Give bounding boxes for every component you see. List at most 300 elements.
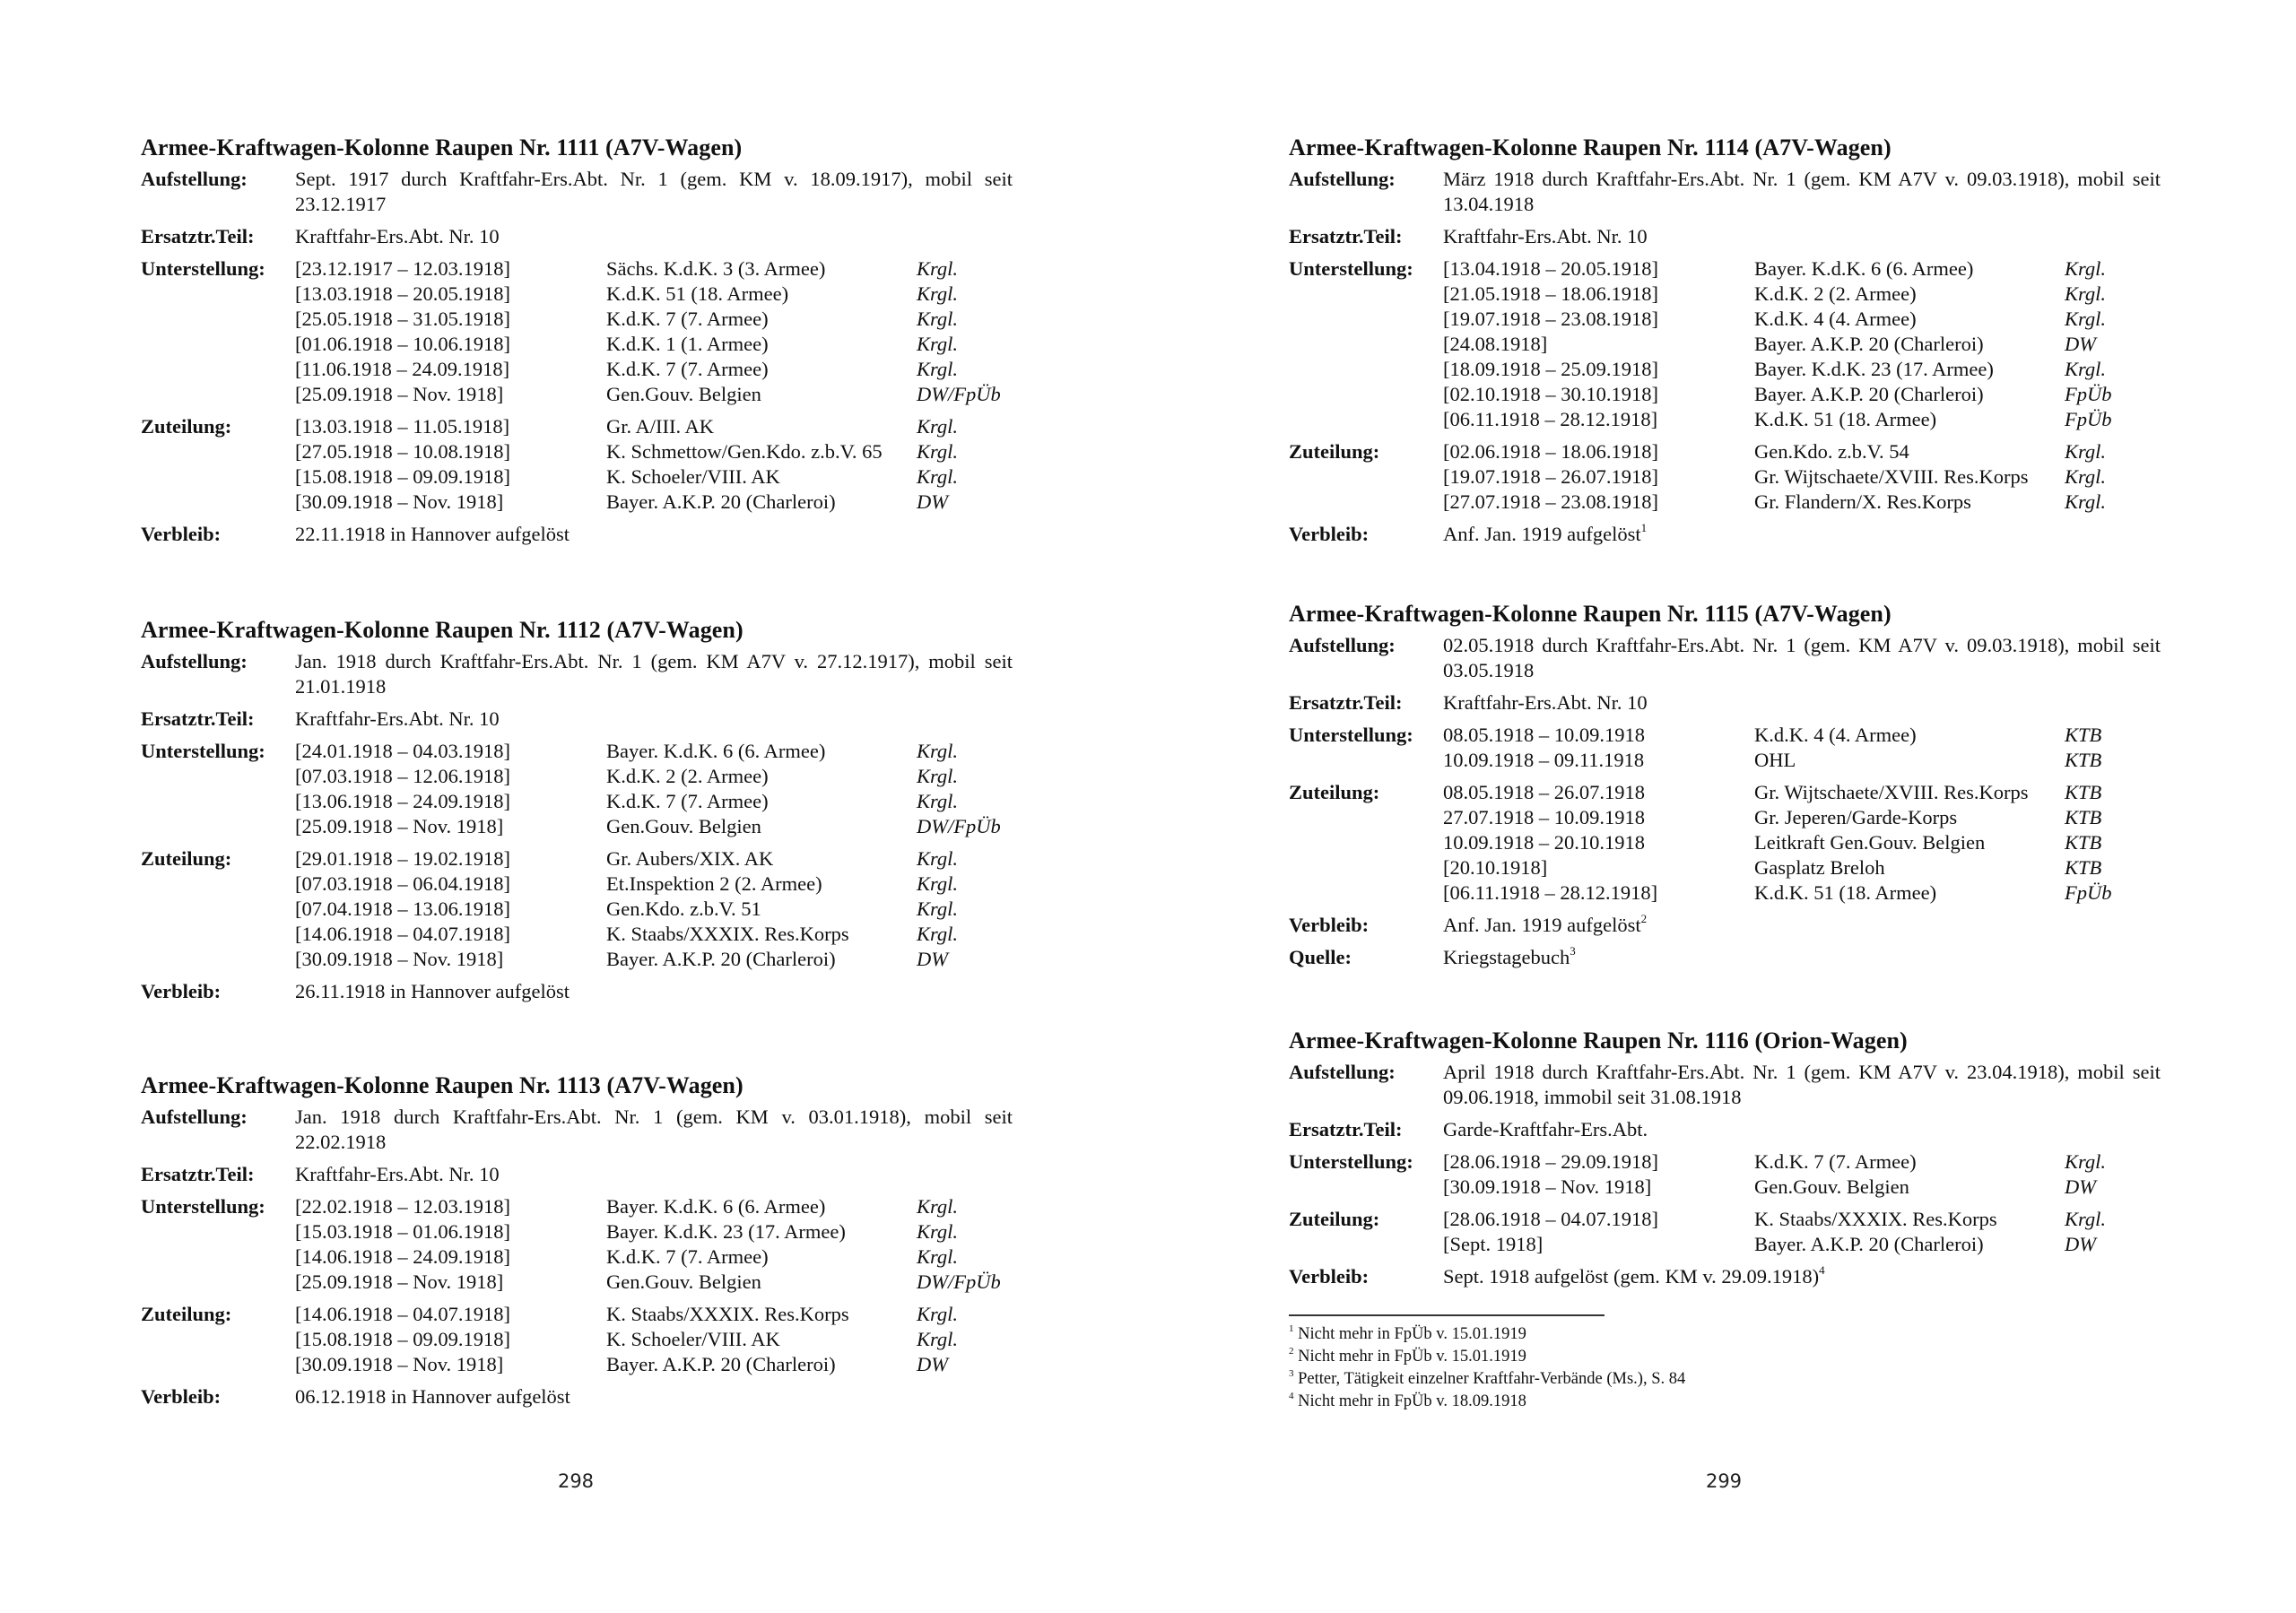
table-row — [295, 490, 1013, 515]
table-row — [295, 897, 1013, 922]
table-row — [295, 439, 1013, 464]
table-row — [295, 1352, 1013, 1377]
date-range: [14.06.1918 – 24.09.1918] — [295, 1245, 510, 1268]
table-zuteilung — [295, 414, 1013, 515]
date-range: [25.09.1918 – Nov. 1918] — [295, 383, 504, 405]
field-label: Zuteilung: — [1289, 781, 1380, 803]
source: Krgl. — [917, 415, 959, 438]
date-range: [24.08.1918] — [1443, 333, 1548, 355]
entry-1113 — [141, 1072, 1013, 1417]
entry-title: Armee-Kraftwagen-Kolonne Raupen Nr. 1114 (A7V-Wagen) — [1289, 134, 1892, 160]
unit: K.d.K. 1 (1. Armee) — [606, 333, 769, 355]
field-label: Unterstellung: — [141, 1195, 265, 1218]
table-row — [1443, 830, 2161, 855]
source: Krgl. — [917, 282, 959, 305]
entry-title: Armee-Kraftwagen-Kolonne Raupen Nr. 1113 (A7V-Wagen) — [141, 1072, 744, 1098]
unit: Et.Inspektion 2 (2. Armee) — [606, 872, 822, 895]
date-range: [13.03.1918 – 11.05.1918] — [295, 415, 510, 438]
field-value — [1443, 1264, 2161, 1289]
unit: Gasplatz Breloh — [1754, 856, 1885, 879]
date-range: [15.03.1918 – 01.06.1918] — [295, 1220, 510, 1243]
source: DW — [2065, 1175, 2096, 1198]
table-row — [295, 947, 1013, 972]
field-unterstellung — [141, 1194, 1013, 1295]
source: Krgl. — [2065, 257, 2107, 280]
field-label: Aufstellung: — [141, 168, 248, 190]
source: Krgl. — [2065, 282, 2107, 305]
unit: Gr. Jeperen/Garde-Korps — [1754, 806, 1958, 828]
table-row — [295, 739, 1013, 764]
table-row — [295, 1244, 1013, 1270]
unit: Bayer. K.d.K. 6 (6. Armee) — [606, 1195, 826, 1218]
source: DW — [917, 948, 948, 970]
unit: K.d.K. 7 (7. Armee) — [606, 790, 769, 812]
table-row — [295, 282, 1013, 307]
unit: Leitkraft Gen.Gouv. Belgien — [1754, 831, 1986, 854]
field-value: Jan. 1918 durch Kraftfahr-Ers.Abt. Nr. 1 (gem. KM v. 03.01.1918), mobil seit 22.02.1918 — [295, 1106, 1013, 1153]
footnote-ref[interactable]: 4 — [1819, 1262, 1825, 1277]
source: Krgl. — [2065, 490, 2107, 513]
unit: Gr. Flandern/X. Res.Korps — [1754, 490, 1971, 513]
entry-1115 — [1289, 601, 2161, 977]
field-verbleib — [1289, 522, 2161, 547]
field-label: Aufstellung: — [1289, 634, 1396, 656]
source: Krgl. — [917, 440, 959, 463]
footnote-number: 2 — [1289, 1345, 1294, 1357]
field-label: Aufstellung: — [141, 650, 248, 672]
unit: Bayer. A.K.P. 20 (Charleroi) — [606, 948, 836, 970]
field-value — [1443, 945, 2161, 970]
table-unterstellung — [295, 256, 1013, 407]
table-zuteilung — [295, 1302, 1013, 1377]
unit: K. Staabs/XXXIX. Res.Korps — [606, 1303, 849, 1325]
source: Krgl. — [917, 847, 959, 870]
table-row — [1443, 855, 2161, 880]
table-row — [295, 1219, 1013, 1244]
source: Krgl. — [917, 1328, 959, 1350]
table-unterstellung — [1443, 256, 2161, 432]
source: DW — [917, 1353, 948, 1375]
entry-1112 — [141, 617, 1013, 1011]
table-unterstellung — [1443, 1149, 2161, 1200]
date-range: [06.11.1918 – 28.12.1918] — [1443, 881, 1658, 904]
page-299 — [1289, 0, 2161, 1613]
unit: Bayer. K.d.K. 6 (6. Armee) — [1754, 257, 1974, 280]
date-range: [22.02.1918 – 12.03.1918] — [295, 1195, 510, 1218]
table-unterstellung — [295, 739, 1013, 839]
field-ersatz — [1289, 224, 2161, 249]
entry-1111 — [141, 134, 1013, 554]
field-aufstellung — [141, 649, 1013, 699]
date-range: [13.06.1918 – 24.09.1918] — [295, 790, 510, 812]
unit: K.d.K. 7 (7. Armee) — [1754, 1150, 1917, 1173]
field-verbleib — [1289, 1264, 2161, 1289]
field-ersatz — [141, 707, 1013, 732]
footnote-text: Nicht mehr in FpÜb v. 15.01.1919 — [1298, 1325, 1526, 1343]
entry-title: Armee-Kraftwagen-Kolonne Raupen Nr. 1116 (Orion-Wagen) — [1289, 1028, 1908, 1054]
source: FpÜb — [2065, 881, 2112, 904]
field-aufstellung — [141, 1105, 1013, 1155]
field-label: Verbleib: — [141, 1385, 222, 1408]
date-range: [30.09.1918 – Nov. 1918] — [295, 1353, 504, 1375]
field-label: Ersatztr.Teil: — [1289, 691, 1403, 714]
field-zuteilung — [141, 846, 1013, 972]
footnote-ref[interactable]: 2 — [1640, 911, 1648, 925]
field-label: Unterstellung: — [141, 257, 265, 280]
source: Krgl. — [917, 923, 959, 945]
unit: Gen.Gouv. Belgien — [606, 383, 761, 405]
date-range: [13.04.1918 – 20.05.1918] — [1443, 257, 1658, 280]
table-zuteilung — [295, 846, 1013, 972]
source: Krgl. — [917, 1220, 959, 1243]
field-unterstellung — [1289, 1149, 2161, 1200]
table-row — [295, 464, 1013, 490]
field-label: Zuteilung: — [141, 1303, 232, 1325]
source: Krgl. — [917, 1303, 959, 1325]
footnote-2 — [1289, 1346, 1685, 1368]
source: KTB — [2065, 806, 2102, 828]
field-label: Unterstellung: — [1289, 724, 1413, 746]
date-range: [06.11.1918 – 28.12.1918] — [1443, 408, 1658, 430]
date-range: [24.01.1918 – 04.03.1918] — [295, 740, 510, 762]
date-range: [27.05.1918 – 10.08.1918] — [295, 440, 510, 463]
date-range: [07.03.1918 – 06.04.1918] — [295, 872, 510, 895]
unit: Gen.Gouv. Belgien — [606, 1270, 761, 1293]
field-label: Zuteilung: — [1289, 1208, 1380, 1230]
field-value — [1443, 913, 2161, 938]
table-row — [1443, 880, 2161, 906]
unit: K.d.K. 7 (7. Armee) — [606, 358, 769, 380]
date-range: [27.07.1918 – 23.08.1918] — [1443, 490, 1658, 513]
table-row — [295, 922, 1013, 947]
source: KTB — [2065, 724, 2102, 746]
table-row — [1443, 1175, 2161, 1200]
unit: Bayer. A.K.P. 20 (Charleroi) — [1754, 383, 1984, 405]
field-unterstellung — [1289, 256, 2161, 432]
field-label: Verbleib: — [1289, 1265, 1370, 1288]
field-zuteilung — [1289, 439, 2161, 515]
source: Krgl. — [917, 1195, 959, 1218]
date-range: [21.05.1918 – 18.06.1918] — [1443, 282, 1658, 305]
unit: Bayer. K.d.K. 6 (6. Armee) — [606, 740, 826, 762]
field-unterstellung — [141, 256, 1013, 407]
date-range: [30.09.1918 – Nov. 1918] — [1443, 1175, 1652, 1198]
table-row — [1443, 439, 2161, 464]
source: DW — [917, 490, 948, 513]
verbleib-text: Sept. 1918 aufgelöst (gem. KM v. 29.09.1918) — [1443, 1265, 1820, 1288]
field-label: Quelle: — [1289, 946, 1352, 968]
source: Krgl. — [2065, 440, 2107, 463]
date-range: [23.12.1917 – 12.03.1918] — [295, 257, 510, 280]
source: Krgl. — [917, 465, 959, 488]
entry-1116 — [1289, 1028, 2161, 1296]
field-label: Zuteilung: — [141, 847, 232, 870]
page-298 — [141, 0, 1013, 1613]
field-label: Ersatztr.Teil: — [141, 1163, 255, 1185]
unit: K. Staabs/XXXIX. Res.Korps — [606, 923, 849, 945]
footnote-ref[interactable]: 3 — [1570, 943, 1576, 958]
date-range: [25.09.1918 – Nov. 1918] — [295, 815, 504, 837]
field-value: Kraftfahr-Ers.Abt. Nr. 10 — [1443, 225, 1648, 247]
field-zuteilung — [1289, 780, 2161, 906]
date-range: [Sept. 1918] — [1443, 1233, 1544, 1255]
date-range: [14.06.1918 – 04.07.1918] — [295, 1303, 510, 1325]
source: Krgl. — [917, 765, 959, 787]
table-row — [295, 1302, 1013, 1327]
field-ersatz — [1289, 1117, 2161, 1142]
field-value: 02.05.1918 durch Kraftfahr-Ers.Abt. Nr. 1 (gem. KM A7V v. 09.03.1918), mobil seit 03.05.1918 — [1443, 634, 2161, 681]
field-label: Verbleib: — [141, 980, 222, 1002]
footnotes — [1289, 1323, 1685, 1413]
source: Krgl. — [917, 740, 959, 762]
field-label: Unterstellung: — [1289, 1150, 1413, 1173]
date-range: [20.10.1918] — [1443, 856, 1548, 879]
table-zuteilung — [1443, 780, 2161, 906]
field-value: 22.11.1918 in Hannover aufgelöst — [295, 523, 570, 545]
unit: Bayer. A.K.P. 20 (Charleroi) — [606, 1353, 836, 1375]
table-row — [1443, 805, 2161, 830]
date-range: 27.07.1918 – 10.09.1918 — [1443, 806, 1645, 828]
entry-1114 — [1289, 134, 2161, 554]
source: DW/FpÜb — [917, 1270, 1001, 1293]
date-range: [01.06.1918 – 10.06.1918] — [295, 333, 510, 355]
source: Krgl. — [917, 898, 959, 920]
source: Krgl. — [2065, 1208, 2107, 1230]
table-row — [1443, 382, 2161, 407]
date-range: [07.04.1918 – 13.06.1918] — [295, 898, 510, 920]
source: Krgl. — [917, 1245, 959, 1268]
field-quelle — [1289, 945, 2161, 970]
unit: Gen.Kdo. z.b.V. 54 — [1754, 440, 1909, 463]
date-range: [15.08.1918 – 09.09.1918] — [295, 1328, 510, 1350]
field-label: Ersatztr.Teil: — [141, 225, 255, 247]
table-row — [1443, 282, 2161, 307]
field-label: Aufstellung: — [1289, 168, 1396, 190]
source: Krgl. — [2065, 358, 2107, 380]
source: Krgl. — [2065, 465, 2107, 488]
date-range: [18.09.1918 – 25.09.1918] — [1443, 358, 1658, 380]
table-row — [1443, 1232, 2161, 1257]
field-aufstellung — [141, 167, 1013, 217]
table-row — [295, 789, 1013, 814]
footnote-number: 4 — [1289, 1390, 1294, 1401]
unit: Bayer. A.K.P. 20 (Charleroi) — [1754, 1233, 1984, 1255]
source: Krgl. — [917, 333, 959, 355]
field-ersatz — [1289, 690, 2161, 715]
field-value: Kraftfahr-Ers.Abt. Nr. 10 — [295, 1163, 500, 1185]
verbleib-text: Anf. Jan. 1919 aufgelöst — [1443, 914, 1641, 936]
field-label: Zuteilung: — [1289, 440, 1380, 463]
unit: K. Schoeler/VIII. AK — [606, 465, 780, 488]
entry-title: Armee-Kraftwagen-Kolonne Raupen Nr. 1111 (A7V-Wagen) — [141, 134, 743, 160]
field-label: Verbleib: — [1289, 523, 1370, 545]
entry-title: Armee-Kraftwagen-Kolonne Raupen Nr. 1112 (A7V-Wagen) — [141, 617, 744, 643]
field-unterstellung — [141, 739, 1013, 839]
quelle-text: Kriegstagebuch — [1443, 946, 1570, 968]
date-range: [02.10.1918 – 30.10.1918] — [1443, 383, 1658, 405]
footnote-number: 1 — [1289, 1322, 1294, 1334]
page-number-right: 299 — [1705, 1470, 1743, 1492]
source: Krgl. — [917, 790, 959, 812]
table-row — [1443, 723, 2161, 748]
field-label: Ersatztr.Teil: — [1289, 1118, 1403, 1140]
source: KTB — [2065, 781, 2102, 803]
source: KTB — [2065, 749, 2102, 771]
field-ersatz — [141, 224, 1013, 249]
field-aufstellung — [1289, 633, 2161, 683]
field-label: Aufstellung: — [141, 1106, 248, 1128]
unit: Gen.Gouv. Belgien — [606, 815, 761, 837]
source: FpÜb — [2065, 383, 2112, 405]
table-row — [1443, 780, 2161, 805]
field-value: Sept. 1917 durch Kraftfahr-Ers.Abt. Nr. 1 (gem. KM v. 18.09.1917), mobil seit 23.12.1917 — [295, 168, 1013, 215]
field-label: Unterstellung: — [141, 740, 265, 762]
date-range: [25.05.1918 – 31.05.1918] — [295, 308, 510, 330]
table-unterstellung — [1443, 723, 2161, 773]
date-range: [02.06.1918 – 18.06.1918] — [1443, 440, 1658, 463]
table-row — [295, 1327, 1013, 1352]
table-row — [295, 414, 1013, 439]
source: Krgl. — [917, 358, 959, 380]
field-zuteilung — [141, 414, 1013, 515]
footnote-divider — [1289, 1314, 1605, 1316]
source: DW/FpÜb — [917, 383, 1001, 405]
table-zuteilung — [1443, 439, 2161, 515]
date-range: [07.03.1918 – 12.06.1918] — [295, 765, 510, 787]
table-row — [1443, 307, 2161, 332]
field-verbleib — [141, 1384, 1013, 1409]
date-range: 08.05.1918 – 26.07.1918 — [1443, 781, 1645, 803]
footnote-text: Nicht mehr in FpÜb v. 18.09.1918 — [1298, 1392, 1526, 1410]
source: FpÜb — [2065, 408, 2112, 430]
field-value — [1443, 522, 2161, 547]
field-value: März 1918 durch Kraftfahr-Ers.Abt. Nr. 1 (gem. KM A7V v. 09.03.1918), mobil seit 13.04.1918 — [1443, 168, 2161, 215]
unit: Gr. Aubers/XIX. AK — [606, 847, 774, 870]
field-label: Ersatztr.Teil: — [1289, 225, 1403, 247]
unit: K.d.K. 4 (4. Armee) — [1754, 724, 1917, 746]
date-range: [28.06.1918 – 04.07.1918] — [1443, 1208, 1658, 1230]
unit: K. Schmettow/Gen.Kdo. z.b.V. 65 — [606, 440, 883, 463]
unit: Bayer. K.d.K. 23 (17. Armee) — [1754, 358, 1994, 380]
unit: Sächs. K.d.K. 3 (3. Armee) — [606, 257, 826, 280]
table-row — [295, 332, 1013, 357]
table-row — [295, 872, 1013, 897]
date-range: [11.06.1918 – 24.09.1918] — [295, 358, 510, 380]
field-aufstellung — [1289, 1060, 2161, 1110]
field-label: Verbleib: — [141, 523, 222, 545]
unit: K.d.K. 7 (7. Armee) — [606, 1245, 769, 1268]
footnote-ref[interactable]: 1 — [1640, 520, 1648, 534]
verbleib-text: Anf. Jan. 1919 aufgelöst — [1443, 523, 1641, 545]
entry-title: Armee-Kraftwagen-Kolonne Raupen Nr. 1115 (A7V-Wagen) — [1289, 601, 1892, 627]
table-row — [1443, 464, 2161, 490]
table-row — [295, 357, 1013, 382]
table-row — [1443, 407, 2161, 432]
source: Krgl. — [917, 257, 959, 280]
field-unterstellung — [1289, 723, 2161, 773]
table-row — [295, 307, 1013, 332]
date-range: [30.09.1918 – Nov. 1918] — [295, 948, 504, 970]
footnote-1 — [1289, 1323, 1685, 1346]
table-row — [1443, 490, 2161, 515]
date-range: 10.09.1918 – 09.11.1918 — [1443, 749, 1645, 771]
source: Krgl. — [2065, 308, 2107, 330]
field-value: Garde-Kraftfahr-Ers.Abt. — [1443, 1118, 1648, 1140]
date-range: [28.06.1918 – 29.09.1918] — [1443, 1150, 1658, 1173]
table-row — [295, 814, 1013, 839]
field-label: Verbleib: — [1289, 914, 1370, 936]
page-number-left: 298 — [557, 1470, 595, 1492]
table-row — [295, 764, 1013, 789]
date-range: [19.07.1918 – 23.08.1918] — [1443, 308, 1658, 330]
source: Krgl. — [917, 872, 959, 895]
unit: K. Schoeler/VIII. AK — [606, 1328, 780, 1350]
unit: K.d.K. 4 (4. Armee) — [1754, 308, 1917, 330]
unit: Gen.Kdo. z.b.V. 51 — [606, 898, 761, 920]
unit: K.d.K. 7 (7. Armee) — [606, 308, 769, 330]
unit: Bayer. A.K.P. 20 (Charleroi) — [606, 490, 836, 513]
table-row — [295, 382, 1013, 407]
date-range: [25.09.1918 – Nov. 1918] — [295, 1270, 504, 1293]
footnote-text: Petter, Tätigkeit einzelner Kraftfahr-Verbände (Ms.), S. 84 — [1298, 1370, 1686, 1388]
source: KTB — [2065, 856, 2102, 879]
footnote-number: 3 — [1289, 1367, 1294, 1379]
table-row — [1443, 748, 2161, 773]
table-row — [1443, 332, 2161, 357]
unit: K.d.K. 2 (2. Armee) — [1754, 282, 1917, 305]
source: Krgl. — [2065, 1150, 2107, 1173]
source: DW/FpÜb — [917, 815, 1001, 837]
field-label: Zuteilung: — [141, 415, 232, 438]
field-label: Ersatztr.Teil: — [141, 707, 255, 730]
footnote-3 — [1289, 1368, 1685, 1391]
field-verbleib — [141, 522, 1013, 547]
unit: K.d.K. 51 (18. Armee) — [1754, 408, 1937, 430]
unit: OHL — [1754, 749, 1796, 771]
table-row — [1443, 256, 2161, 282]
field-value: Kraftfahr-Ers.Abt. Nr. 10 — [295, 707, 500, 730]
field-zuteilung — [141, 1302, 1013, 1377]
field-aufstellung — [1289, 167, 2161, 217]
field-zuteilung — [1289, 1207, 2161, 1257]
field-value: Jan. 1918 durch Kraftfahr-Ers.Abt. Nr. 1 (gem. KM A7V v. 27.12.1917), mobil seit 21.01.1918 — [295, 650, 1013, 698]
source: DW — [2065, 333, 2096, 355]
field-value: 06.12.1918 in Hannover aufgelöst — [295, 1385, 570, 1408]
unit: Bayer. K.d.K. 23 (17. Armee) — [606, 1220, 846, 1243]
unit: Bayer. A.K.P. 20 (Charleroi) — [1754, 333, 1984, 355]
date-range: [19.07.1918 – 26.07.1918] — [1443, 465, 1658, 488]
table-row — [1443, 357, 2161, 382]
date-range: [15.08.1918 – 09.09.1918] — [295, 465, 510, 488]
unit: Gr. Wijtschaete/XVIII. Res.Korps — [1754, 465, 2029, 488]
table-row — [1443, 1149, 2161, 1175]
unit: Gr. Wijtschaete/XVIII. Res.Korps — [1754, 781, 2029, 803]
date-range: 10.09.1918 – 20.10.1918 — [1443, 831, 1645, 854]
source: Krgl. — [917, 308, 959, 330]
date-range: [30.09.1918 – Nov. 1918] — [295, 490, 504, 513]
field-value: April 1918 durch Kraftfahr-Ers.Abt. Nr. 1 (gem. KM A7V v. 23.04.1918), mobil seit 09.06.1918, immobil seit 31.08.1918 — [1443, 1061, 2161, 1108]
table-zuteilung — [1443, 1207, 2161, 1257]
date-range: [13.03.1918 – 20.05.1918] — [295, 282, 510, 305]
date-range: 08.05.1918 – 10.09.1918 — [1443, 724, 1645, 746]
table-unterstellung — [295, 1194, 1013, 1295]
footnote-4 — [1289, 1391, 1685, 1413]
field-value: Kraftfahr-Ers.Abt. Nr. 10 — [1443, 691, 1648, 714]
field-label: Aufstellung: — [1289, 1061, 1396, 1083]
footnote-text: Nicht mehr in FpÜb v. 15.01.1919 — [1298, 1348, 1526, 1366]
field-value: Kraftfahr-Ers.Abt. Nr. 10 — [295, 225, 500, 247]
source: DW — [2065, 1233, 2096, 1255]
